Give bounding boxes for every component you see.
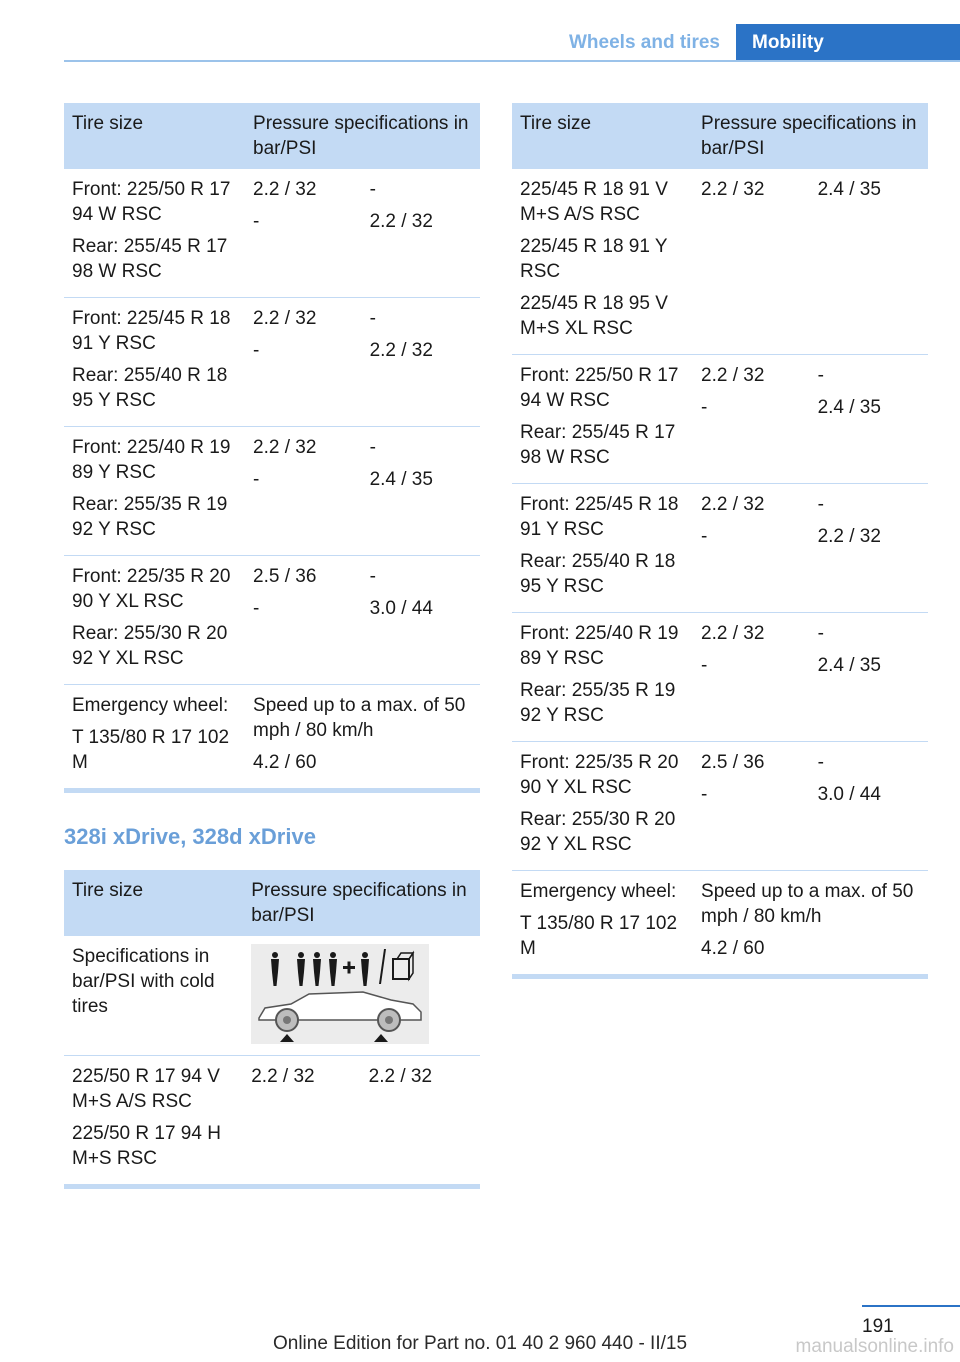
table-row-emergency	[512, 871, 928, 975]
pressure-cell	[693, 484, 810, 613]
cell-line: T 135/80 R 17 102 M	[72, 727, 230, 773]
line-gap	[701, 517, 802, 524]
tire-pressure-table-3	[512, 103, 928, 974]
pressure-cell	[693, 169, 810, 355]
cell-line: -	[701, 655, 708, 676]
tire-size-cell	[512, 484, 693, 613]
table-row	[512, 613, 928, 742]
cell-line: 2.2 / 32	[701, 494, 765, 515]
cell-line: 2.2 / 32	[253, 179, 317, 200]
cell-line: -	[369, 308, 376, 329]
line-gap	[520, 413, 685, 420]
line-gap	[72, 718, 237, 725]
line-gap	[818, 775, 920, 782]
line-gap	[818, 388, 920, 395]
table-row	[64, 556, 480, 685]
cell-line: Front: 225/45 R 18 91 Y RSC	[72, 308, 231, 354]
cell-line: -	[253, 211, 260, 232]
table-header-row	[64, 870, 480, 936]
cell-line: Rear: 255/30 R 20 92 Y XL RSC	[72, 623, 228, 669]
cell-line: Rear: 255/45 R 17 98 W RSC	[72, 236, 228, 282]
line-gap	[701, 929, 920, 936]
cell-line: -	[817, 494, 824, 515]
tire-size-cell	[64, 685, 245, 789]
tire-size-cell	[64, 427, 245, 556]
table-row	[64, 298, 480, 427]
table-end-rule	[64, 1184, 480, 1189]
col-header-tire-size: Tire size	[64, 870, 243, 936]
pressure-cell	[245, 685, 480, 789]
load-diagram-cell	[243, 936, 480, 1056]
cell-line: 2.2 / 32	[369, 211, 433, 232]
cell-line: -	[701, 784, 708, 805]
cell-line: -	[817, 365, 824, 386]
table-row	[512, 742, 928, 871]
footer-edition: Online Edition for Part no. 01 40 2 960 440 - II/15	[272, 1333, 688, 1354]
cell-line: 2.2 / 32	[368, 1066, 433, 1087]
pressure-cell	[693, 871, 928, 975]
pressure-cell	[693, 613, 810, 742]
pressure-cell	[245, 556, 362, 685]
pressure-cell	[810, 613, 928, 742]
cell-line: 2.4 / 35	[369, 469, 433, 490]
cell-line: 2.2 / 32	[251, 1066, 315, 1087]
cell-line: Emergency wheel:	[72, 695, 229, 716]
table-row	[64, 169, 480, 298]
cell-line: 2.4 / 35	[817, 179, 881, 200]
table-header-row	[64, 103, 480, 169]
line-gap	[72, 485, 237, 492]
pressure-cell	[245, 298, 362, 427]
cell-line: 2.2 / 32	[701, 179, 765, 200]
tire-size-cell	[512, 355, 693, 484]
cell-line: 2.5 / 36	[701, 752, 765, 773]
pressure-cell	[245, 427, 362, 556]
tire-size-cell	[512, 742, 693, 871]
tire-pressure-table-2	[64, 870, 480, 1184]
cell-line: 225/50 R 17 94 V M+S A/S RSC	[72, 1066, 220, 1112]
cell-line: Rear: 255/30 R 20 92 Y XL RSC	[520, 809, 676, 855]
cell-line: Rear: 255/35 R 19 92 Y RSC	[72, 494, 228, 540]
cell-line: 225/45 R 18 91 Y RSC	[520, 236, 668, 282]
pressure-cell	[243, 1056, 360, 1185]
watermark: manualsonline.info	[795, 1336, 954, 1357]
cell-line: Front: 225/35 R 20 90 Y XL RSC	[72, 566, 231, 612]
table-header-row	[512, 103, 928, 169]
pressure-cell	[693, 742, 810, 871]
tire-pressure-table-1	[64, 103, 480, 788]
pressure-cell	[810, 355, 928, 484]
cell-line: Speed up to a max. of 50 mph / 80 km/h	[253, 695, 466, 741]
cell-line: 2.2 / 32	[253, 437, 317, 458]
cell-line: Rear: 255/40 R 18 95 Y RSC	[72, 365, 228, 411]
col-header-pressure: Pressure specifications in bar/PSI	[693, 103, 928, 169]
footer-rule	[862, 1305, 960, 1307]
cell-line: 3.0 / 44	[369, 598, 433, 619]
tire-size-cell	[64, 169, 245, 298]
col-header-tire-size: Tire size	[512, 103, 693, 169]
cell-line: 225/50 R 17 94 H M+S RSC	[72, 1123, 221, 1169]
pressure-cell	[362, 556, 480, 685]
table-row	[512, 355, 928, 484]
cell-line: Speed up to a max. of 50 mph / 80 km/h	[701, 881, 914, 927]
cell-line: 3.0 / 44	[817, 784, 881, 805]
cell-line: 2.2 / 32	[369, 340, 433, 361]
line-gap	[701, 388, 802, 395]
cell-line: -	[369, 179, 376, 200]
page-number: 191	[862, 1316, 894, 1337]
table-row	[64, 427, 480, 556]
col-header-tire-size: Tire size	[64, 103, 245, 169]
cell-line: -	[817, 752, 824, 773]
cell-line: 2.5 / 36	[253, 566, 317, 587]
line-gap	[370, 202, 472, 209]
tire-size-cell	[64, 556, 245, 685]
tire-size-cell	[512, 871, 693, 975]
pressure-cell	[245, 169, 362, 298]
line-gap	[253, 589, 354, 596]
cell-line: Front: 225/40 R 19 89 Y RSC	[72, 437, 231, 483]
cell-line: Front: 225/45 R 18 91 Y RSC	[520, 494, 679, 540]
line-gap	[520, 227, 685, 234]
col-header-pressure: Pressure specifications in bar/PSI	[245, 103, 480, 169]
table-row	[512, 484, 928, 613]
cell-line: 225/45 R 18 95 V M+S XL RSC	[520, 293, 668, 339]
cell-line: 2.2 / 32	[701, 623, 765, 644]
right-column	[512, 103, 928, 979]
vehicle-load-diagram-icon	[251, 944, 429, 1044]
cell-line: -	[701, 397, 708, 418]
pressure-cell	[810, 742, 928, 871]
pressure-cell	[810, 169, 928, 355]
cell-line: Rear: 255/45 R 17 98 W RSC	[520, 422, 676, 468]
line-gap	[253, 202, 354, 209]
line-gap	[370, 460, 472, 467]
table-end-rule	[64, 788, 480, 793]
line-gap	[72, 614, 237, 621]
line-gap	[701, 775, 802, 782]
line-gap	[520, 542, 685, 549]
tire-size-cell	[512, 169, 693, 355]
tire-size-cell	[64, 1056, 243, 1185]
cell-line: -	[253, 598, 260, 619]
line-gap	[520, 800, 685, 807]
line-gap	[520, 671, 685, 678]
table-body	[64, 169, 480, 788]
cell-line: 4.2 / 60	[701, 938, 765, 959]
table-row	[64, 1056, 480, 1185]
cell-line: 2.2 / 32	[817, 526, 881, 547]
line-gap	[253, 331, 354, 338]
pressure-cell	[362, 298, 480, 427]
cell-line: -	[369, 566, 376, 587]
cell-line: Front: 225/40 R 19 89 Y RSC	[520, 623, 679, 669]
cell-line: -	[253, 340, 260, 361]
cell-line: -	[701, 526, 708, 547]
pressure-cell	[693, 355, 810, 484]
line-gap	[72, 1114, 235, 1121]
cell-line: -	[369, 437, 376, 458]
line-gap	[818, 646, 920, 653]
table-row-emergency	[64, 685, 480, 789]
cell-line: 2.4 / 35	[817, 397, 881, 418]
pressure-cell	[362, 169, 480, 298]
cell-line: Emergency wheel:	[520, 881, 677, 902]
spec-note: Specifications in bar/PSI with cold tires	[64, 936, 243, 1056]
line-gap	[72, 227, 237, 234]
cell-line: 4.2 / 60	[253, 752, 317, 773]
pressure-cell	[362, 427, 480, 556]
line-gap	[370, 589, 472, 596]
cell-line: 225/45 R 18 91 V M+S A/S RSC	[520, 179, 668, 225]
line-gap	[370, 331, 472, 338]
pressure-cell	[361, 1056, 480, 1185]
cell-line: Front: 225/50 R 17 94 W RSC	[72, 179, 231, 225]
cell-line: -	[253, 469, 260, 490]
line-gap	[818, 517, 920, 524]
cell-line: 2.2 / 32	[253, 308, 317, 329]
header-section-title: Wheels and tires	[569, 32, 720, 53]
line-gap	[72, 356, 237, 363]
header-rule	[64, 60, 960, 62]
cell-line: Rear: 255/35 R 19 92 Y RSC	[520, 680, 676, 726]
table-row	[512, 169, 928, 355]
cell-line: 2.4 / 35	[817, 655, 881, 676]
table-body	[64, 1056, 480, 1185]
table-end-rule	[512, 974, 928, 979]
table-row	[64, 936, 480, 1056]
line-gap	[253, 743, 472, 750]
cell-line: T 135/80 R 17 102 M	[520, 913, 678, 959]
table-body	[512, 169, 928, 974]
cell-line: Front: 225/35 R 20 90 Y XL RSC	[520, 752, 679, 798]
pressure-cell	[810, 484, 928, 613]
left-column	[64, 103, 480, 1189]
tire-size-cell	[512, 613, 693, 742]
line-gap	[520, 904, 685, 911]
cell-line: Front: 225/50 R 17 94 W RSC	[520, 365, 679, 411]
tire-size-cell	[64, 298, 245, 427]
cell-line: Rear: 255/40 R 18 95 Y RSC	[520, 551, 676, 597]
col-header-pressure: Pressure specifications in bar/PSI	[243, 870, 480, 936]
line-gap	[520, 284, 685, 291]
cell-line: -	[817, 623, 824, 644]
header-chapter-tab: Mobility	[736, 24, 960, 60]
line-gap	[701, 646, 802, 653]
line-gap	[253, 460, 354, 467]
cell-line: 2.2 / 32	[701, 365, 765, 386]
section-heading: 328i xDrive, 328d xDrive	[64, 824, 316, 849]
